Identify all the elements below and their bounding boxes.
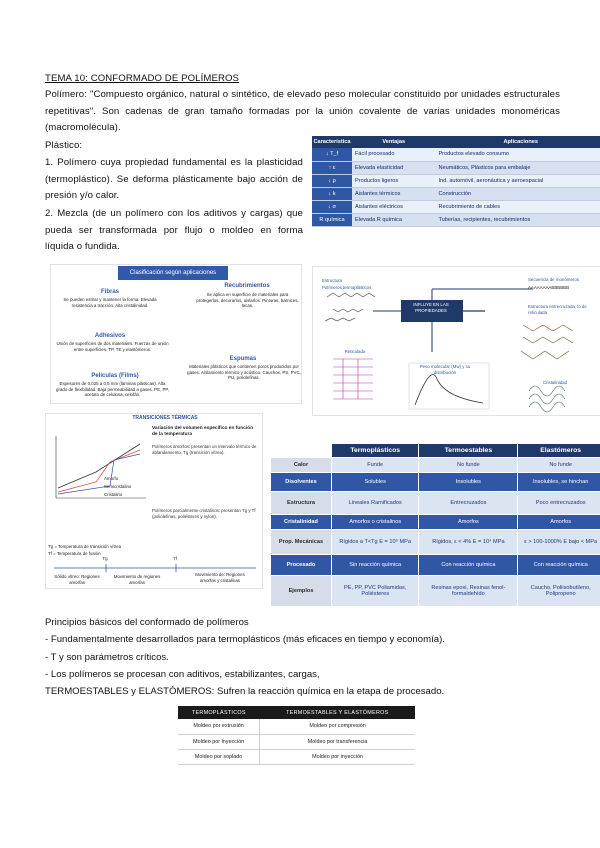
- fibras-text: Se pueden estirar y mantener la forma. Elevada resistencia a tracción. Alta cristalinidad.: [63, 297, 157, 308]
- classification-header: Clasificación según aplicaciones: [118, 266, 228, 280]
- table-row: [312, 148, 600, 161]
- property-application: Neumáticos, Plásticos para embalaje: [435, 161, 600, 174]
- comparison-cell: Rígidos a T<Tg E = 10⁹ MPa: [332, 530, 418, 554]
- process-table: [178, 706, 415, 765]
- property-application: Ind. automóvil, aeronáutica y aeroespacial: [435, 174, 600, 187]
- process-cell: Moldeo por extrusión: [178, 719, 260, 734]
- comparison-row-header: Calor: [271, 458, 331, 472]
- property-application: Construcción: [435, 187, 600, 200]
- property-advantage: Elevada elasticidad: [352, 161, 435, 174]
- transitions-bullet-2: Polímeros parcialmente cristalinos: presentan Tg y Tf (poliolefinas, poliésteres y nylon).: [152, 508, 256, 519]
- table-row: [312, 174, 600, 187]
- table-row: [271, 515, 600, 529]
- comparison-col-header: Elastómeros: [518, 444, 600, 457]
- property-symbol: ↓ σ: [312, 200, 352, 213]
- table-row: [312, 213, 600, 226]
- comparison-cell: Poco entrecruzados: [518, 492, 600, 514]
- comparison-cell: Rígidos, ε < 4% E = 10⁴ MPa: [419, 530, 517, 554]
- plastico-item-1: 1. Polímero cuya propiedad fundamental es la plasticidad (termoplástico). Se deforma plásticamente bajo acción de presión y/o calor.: [45, 157, 303, 202]
- table-row: [271, 473, 600, 491]
- transitions-chart-title: Variación del volumen específico en función de la temperatura: [152, 426, 254, 437]
- comparison-cell: Solubles: [332, 473, 418, 491]
- comparison-row-header: Prop. Mecánicas: [271, 530, 331, 554]
- structure-seq: AAAAAAAABBBBBB: [528, 285, 569, 290]
- principles-heading: Principios básicos del conformado de polímeros: [45, 617, 249, 628]
- adhesivos-text: Unión de superficies de dos materiales. Fuerzas de unión entre superficies. TP, TE y elastómeros.: [56, 341, 169, 352]
- plastico-item-2: 2. Mezcla (de un polímero con los aditivos y cargas) que pueda ser transformada por flujo o moldeo en forma líquida o fundida.: [45, 208, 303, 253]
- structure-sub-left: Polímeros termoplásticos: [322, 285, 372, 290]
- table-row: [312, 200, 600, 213]
- property-application: Recubrimiento de cables: [435, 200, 600, 213]
- page-title: TEMA 10: CONFORMADO DE POLÍMEROS: [45, 73, 240, 84]
- principles-item-3: - Los polímeros se procesan con aditivos, estabilizantes, cargas,: [45, 669, 320, 680]
- property-advantage: Aislantes eléctricos: [352, 200, 435, 213]
- table-row: [312, 187, 600, 200]
- comparison-cell: PE, PP, PVC Poliamidas, Poliésteres: [332, 576, 418, 606]
- comparison-cell: Sin reacción química: [332, 555, 418, 575]
- property-symbol: ↑ ε: [312, 161, 352, 174]
- transitions-legend-tf: Tf = Temperatura de fusión: [48, 551, 101, 556]
- transitions-legend-tg: Tg = Temperatura de transición vítrea: [48, 544, 122, 549]
- comparison-cell: Funde: [332, 458, 418, 472]
- structure-bottom-right: Cristalinidad: [542, 380, 568, 385]
- peliculas-title: Películas (Films): [91, 373, 139, 379]
- table-row: [271, 458, 600, 472]
- transitions-bullet-1: Polímeros amorfos: presentan un intervalo térmico de ablandamiento, Tg (transición vítrea).: [152, 444, 257, 455]
- comparison-corner: [271, 444, 331, 457]
- comparison-row-header: Estructura: [271, 492, 331, 514]
- zone-3: Movimiento de: Regiones amorfas y cristalinas: [195, 572, 245, 583]
- adhesivos-title: Adhesivos: [94, 333, 126, 339]
- peliculas-text: Espesores de 0,025 a 0,5 mm (láminas plásticas). Alta grado de flexibilidad. Baja permeabilidad a gases. PE, PP, acetato de celulosa, celofán.: [56, 381, 169, 398]
- table-row: [271, 492, 600, 514]
- comparison-cell: Con reacción química: [518, 555, 600, 575]
- structure-right-box: Estructura entrecruzada, lo de reticulada: [528, 304, 587, 315]
- comparison-col-header: Termoplásticos: [332, 444, 418, 457]
- property-symbol: ↓ k: [312, 187, 352, 200]
- table-row: [178, 719, 415, 734]
- comparison-cell: No funde: [419, 458, 517, 472]
- axis-label-tf: Tf: [173, 556, 177, 561]
- comparison-cell: ε > 100-1000% E bajo < MPa: [518, 530, 600, 554]
- comparison-cell: Amorfos: [518, 515, 600, 529]
- table-row: [312, 161, 600, 174]
- property-col-header: Aplicaciones: [435, 136, 600, 148]
- comparison-cell: No funde: [518, 458, 600, 472]
- property-symbol: ↓ ρ: [312, 174, 352, 187]
- property-col-header: Característica: [312, 136, 352, 148]
- comparison-cell: Resinas epoxi, Resinas fenol-formaldehído: [419, 576, 517, 606]
- zone-1: Sólido vítreo: Regiones amorfas: [54, 574, 100, 585]
- process-cell: Moldeo por soplado: [178, 749, 260, 764]
- property-advantage: Productos ligeros: [352, 174, 435, 187]
- principles-item-2: - T y son parámetros críticos.: [45, 652, 169, 663]
- process-cell: Moldeo por compresión: [260, 719, 415, 734]
- property-table: [312, 136, 600, 227]
- comparison-row-header: Disolventes: [271, 473, 331, 491]
- principles-item-1: - Fundamentalmente desarrollados para termoplásticos (más eficaces en tiempo y economía).: [45, 634, 445, 645]
- comparison-cell: Con reacción química: [419, 555, 517, 575]
- table-row: [271, 555, 600, 575]
- structure-title-right: Secuencia de monómeros: [528, 277, 580, 282]
- table-row: [178, 734, 415, 749]
- comparison-table: [270, 443, 600, 607]
- transitions-header: TRANSICIONES TÉRMICAS: [132, 415, 198, 421]
- comparison-cell: Insolubles, se hinchan: [518, 473, 600, 491]
- comparison-cell: Lineales Ramificados: [332, 492, 418, 514]
- structure-curve-label: Peso molecular (Mw) y su distribución: [419, 364, 471, 375]
- axis-label-tg: Tg: [102, 556, 108, 561]
- comparison-cell: Caucho, Poliisobutileno, Polipropeno: [518, 576, 600, 606]
- comparison-col-header: Termoestables: [419, 444, 517, 457]
- process-col-header: TERMOPLÁSTICOS: [178, 706, 260, 719]
- process-cell: Moldeo por transferencia: [260, 734, 415, 749]
- comparison-cell: Insolubles: [419, 473, 517, 491]
- principles-item-4: TERMOESTABLES y ELASTÓMEROS: Sufren la reacción química en la etapa de procesado.: [45, 686, 445, 697]
- comparison-row-header: Procesado: [271, 555, 331, 575]
- comparison-cell: Amorfos o cristalinos: [332, 515, 418, 529]
- recubrimientos-title: Recubrimientos: [224, 283, 270, 289]
- process-col-header: TERMOESTABLES Y ELASTÓMEROS: [260, 706, 415, 719]
- comparison-row-header: Ejemplos: [271, 576, 331, 606]
- property-advantage: Fácil procesado: [352, 148, 435, 161]
- structure-center: INFLUYE EN LAS PROPIEDADES: [413, 302, 449, 313]
- plastico-heading: Plástico:: [45, 140, 83, 151]
- structure-bottom-left: Reticulado: [344, 349, 366, 354]
- polymer-definition: Polímero: "Compuesto orgánico, natural o sintético, de elevado peso molecular constituido por unidades estructurales repetitivas". Son cadenas de gran tamaño formadas por la unión covalente de varias unidades monoméricas (macromolécula).: [45, 89, 560, 134]
- property-advantage: Elevada R química: [352, 213, 435, 226]
- transitions-curve-label-cristalino: Cristalino: [104, 492, 123, 497]
- fibras-title: Fibras: [100, 289, 119, 295]
- comparison-row-header: Cristalinidad: [271, 515, 331, 529]
- process-cell: Moldeo por inyección: [260, 749, 415, 764]
- structure-title-left: Estructura: [322, 278, 343, 283]
- zone-2: Movimiento de regiones amorfas: [113, 574, 161, 585]
- table-row: [271, 576, 600, 606]
- property-col-header: Ventajas: [352, 136, 435, 148]
- transitions-curve-label-amorfo: Amorfo: [104, 476, 119, 481]
- recubrimientos-text: Se aplica en superficie de materiales para protegerlos, decorarlos, aislarlos. Pinturas, barnices, lacas.: [196, 292, 299, 309]
- espumas-text: Materiales plásticos que contienen poros producidos por gases. Aislamiento térmico y acústico. Cauchos, PS, PVC, PU, poliolefinas.: [187, 364, 301, 381]
- process-cell: Moldeo por inyección: [178, 734, 260, 749]
- table-row: [271, 530, 600, 554]
- property-symbol: R química: [312, 213, 352, 226]
- table-row: [178, 749, 415, 764]
- comparison-cell: Entrecruzados: [419, 492, 517, 514]
- comparison-cell: Amorfos: [419, 515, 517, 529]
- transitions-curve-label-semi: Semicristalino: [104, 484, 132, 489]
- property-advantage: Aislantes térmicos: [352, 187, 435, 200]
- property-symbol: ↓ T_f: [312, 148, 352, 161]
- espumas-title: Espumas: [229, 356, 257, 362]
- property-application: Tuberías, recipientes, recubrimientos: [435, 213, 600, 226]
- property-application: Productos elevado consumo: [435, 148, 600, 161]
